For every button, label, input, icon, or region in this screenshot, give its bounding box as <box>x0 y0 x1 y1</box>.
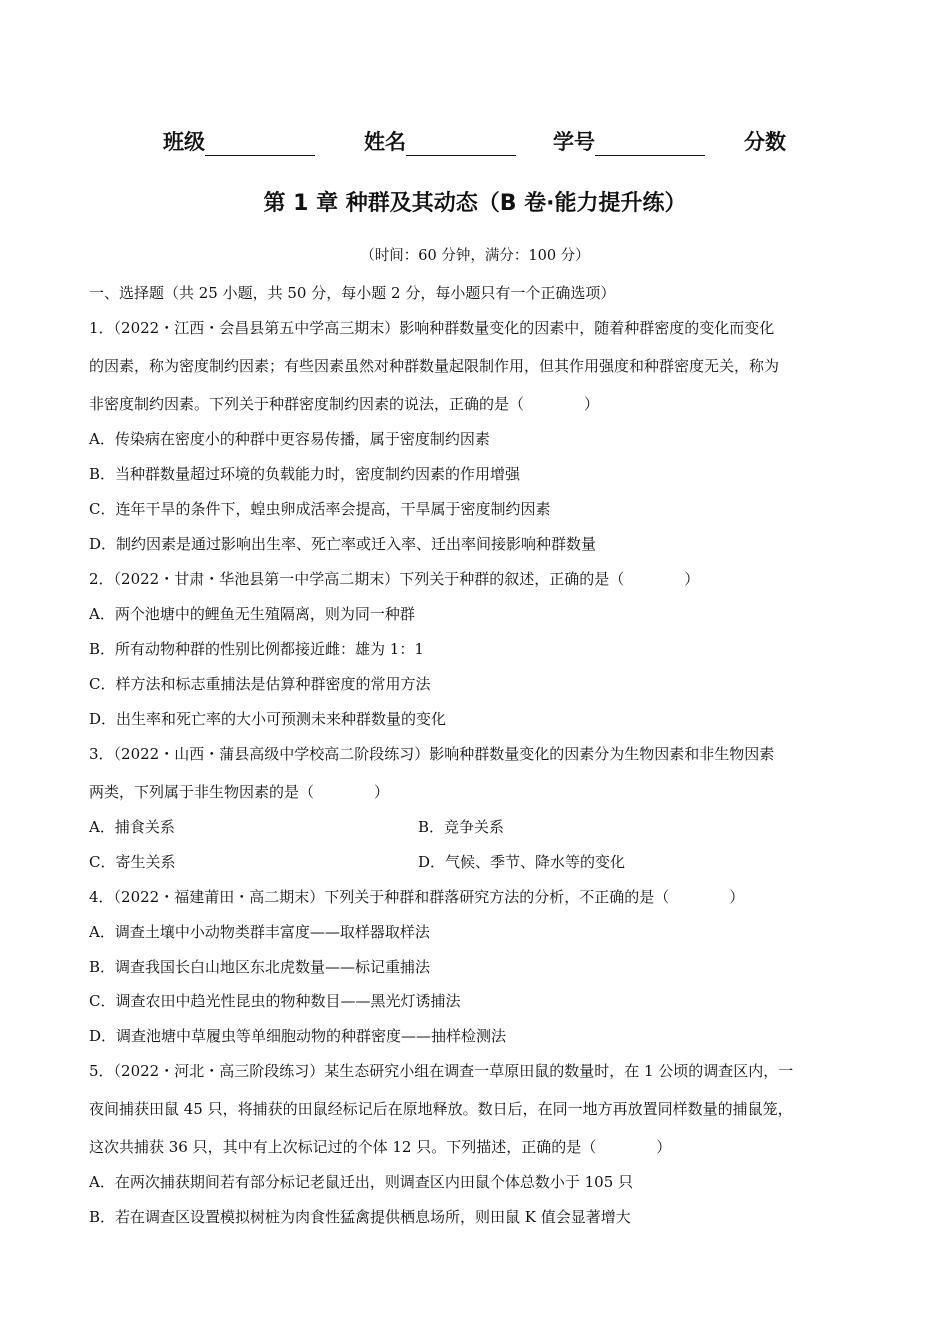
question-4-option-b[interactable]: B．调查我国长白山地区东北虎数量——标记重捕法 <box>89 958 431 976</box>
question-5-option-a[interactable]: A．在两次捕获期间若有部分标记老鼠迁出，则调查区内田鼠个体总数小于 105 只 <box>89 1173 634 1191</box>
question-5-line-3: 这次共捕获 36 只，其中有上次标记过的个体 12 只。下列描述，正确的是（ ） <box>89 1138 672 1156</box>
question-4-option-a[interactable]: A．调查土壤中小动物类群丰富度——取样器取样法 <box>89 923 430 941</box>
question-5-option-b[interactable]: B．若在调查区设置模拟树桩为肉食性猛禽提供栖息场所，则田鼠 K 值会显著增大 <box>89 1208 631 1226</box>
question-1-option-d[interactable]: D．制约因素是通过影响出生率、死亡率或迁入率、迁出率间接影响种群数量 <box>89 535 597 553</box>
question-2-option-a[interactable]: A．两个池塘中的鲤鱼无生殖隔离，则为同一种群 <box>89 605 415 623</box>
page-title: 第 1 章 种群及其动态（B 卷·能力提升练） <box>263 191 687 216</box>
student-id-field[interactable] <box>553 126 705 156</box>
question-2-option-d[interactable]: D．出生率和死亡率的大小可预测未来种群数量的变化 <box>89 710 447 728</box>
class-blank[interactable] <box>205 133 315 156</box>
question-5-line-1: 5．（2022・河北・高三阶段练习）某生态研究小组在调查一草原田鼠的数量时，在 1 公顷的调查区内，一 <box>89 1062 794 1080</box>
section-heading: 一、选择题（共 25 小题，共 50 分，每小题 2 分，每小题只有一个正确选项） <box>89 284 616 302</box>
question-5-line-2: 夜间捕获田鼠 45 只，将捕获的田鼠经标记后在原地释放。数日后，在同一地方再放置同样数量的捕鼠笼， <box>89 1100 793 1118</box>
question-3-option-a[interactable]: A．捕食关系 <box>89 818 175 836</box>
exam-info: （时间：60 分钟，满分：100 分） <box>360 248 590 264</box>
score-field <box>744 126 786 156</box>
question-3-option-d[interactable]: D．气候、季节、降水等的变化 <box>418 853 626 871</box>
question-4-option-c[interactable]: C．调查农田中趋光性昆虫的物种数目——黑光灯诱捕法 <box>89 992 461 1010</box>
question-3-line-1: 3．（2022・山西・蒲县高级中学校高二阶段练习）影响种群数量变化的因素分为生物因素和非生物因素 <box>89 745 775 763</box>
question-1-option-c[interactable]: C．连年干旱的条件下，蝗虫卵成活率会提高，干旱属于密度制约因素 <box>89 500 551 518</box>
question-2-option-c[interactable]: C．样方法和标志重捕法是估算种群密度的常用方法 <box>89 675 431 693</box>
question-4-line-1: 4．（2022・福建莆田・高二期末）下列关于种群和群落研究方法的分析，不正确的是（ ） <box>89 888 745 906</box>
question-2-option-b[interactable]: B．所有动物种群的性别比例都接近雌：雄为 1：1 <box>89 640 424 658</box>
question-1-option-a[interactable]: A．传染病在密度小的种群中更容易传播，属于密度制约因素 <box>89 430 490 448</box>
question-3-line-2: 两类，下列属于非生物因素的是（ ） <box>89 783 390 801</box>
id-label: 学号 <box>553 130 595 154</box>
question-1-line-1: 1．（2022・江西・会昌县第五中学高三期末）影响种群数量变化的因素中，随着种群密度的变化而变化 <box>89 319 775 337</box>
question-4-option-d[interactable]: D．调查池塘中草履虫等单细胞动物的种群密度——抽样检测法 <box>89 1027 507 1045</box>
score-label: 分数 <box>744 130 786 154</box>
name-field[interactable] <box>364 126 516 156</box>
question-3-option-c[interactable]: C．寄生关系 <box>89 853 176 871</box>
question-2-line-1: 2．（2022・甘肃・华池县第一中学高二期末）下列关于种群的叙述，正确的是（ ） <box>89 570 700 588</box>
question-1-line-3: 非密度制约因素。下列关于种群密度制约因素的说法，正确的是（ ） <box>89 395 600 413</box>
question-1-option-b[interactable]: B．当种群数量超过环境的负载能力时，密度制约因素的作用增强 <box>89 465 521 483</box>
student-info-header <box>0 126 950 156</box>
name-label: 姓名 <box>364 130 406 154</box>
class-field[interactable] <box>163 126 315 156</box>
name-blank[interactable] <box>406 133 516 156</box>
id-blank[interactable] <box>595 133 705 156</box>
question-1-line-2: 的因素，称为密度制约因素；有些因素虽然对种群数量起限制作用，但其作用强度和种群密度无关，称为 <box>89 357 780 375</box>
question-3-option-b[interactable]: B．竞争关系 <box>418 818 505 836</box>
class-label: 班级 <box>163 130 205 154</box>
